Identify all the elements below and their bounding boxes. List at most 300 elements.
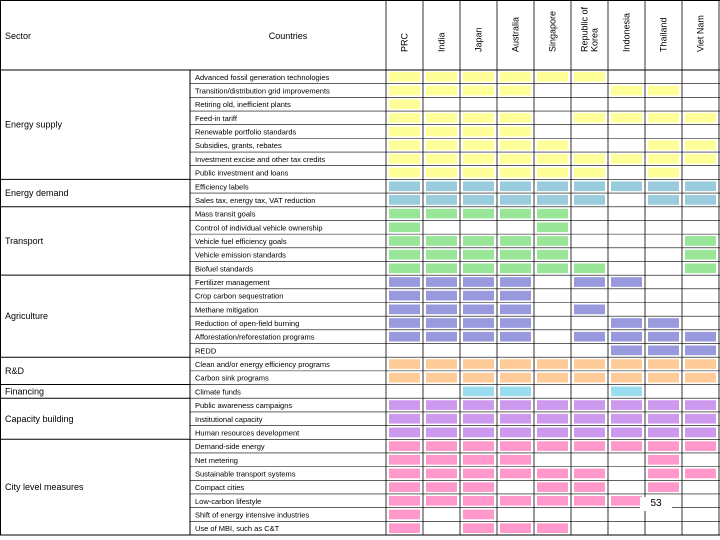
policy-cell [685,469,716,479]
policy-cell [426,428,457,438]
policy-cell [648,154,679,164]
policy-cell [389,455,420,465]
sector-label: Energy demand [5,188,69,199]
policy-cell [426,168,457,178]
policy-cell [463,277,494,287]
policy-cell [537,86,568,96]
policy-cell [389,127,420,137]
policy-cell [463,455,494,465]
measure-label: Biofuel standards [195,264,253,274]
policy-cell [574,181,605,191]
policy-cell [426,373,457,383]
policy-cell [648,250,679,260]
policy-cell [463,291,494,301]
policy-cell [574,359,605,369]
policy-cell [574,373,605,383]
policy-cell [463,99,494,109]
policy-cell [463,236,494,246]
policy-cell [648,291,679,301]
measure-label: Feed-in tariff [195,113,237,123]
sector-label: Transport [5,235,44,246]
policy-cell [426,482,457,492]
policy-cell [685,387,716,397]
policy-cell [611,469,642,479]
policy-cell [574,113,605,123]
policy-cell [648,236,679,246]
policy-cell [389,305,420,315]
policy-cell [389,428,420,438]
measure-label: Retiring old, inefficient plants [195,100,291,110]
policy-cell [685,127,716,137]
policy-cell [685,291,716,301]
policy-cell [685,318,716,328]
policy-cell [426,72,457,82]
policy-cell [685,154,716,164]
policy-cell [648,387,679,397]
policy-cell [574,400,605,410]
policy-cell [537,291,568,301]
policy-cell [500,127,531,137]
policy-cell [648,414,679,424]
measure-label: Investment excise and other tax credits [195,154,326,164]
policy-cell [574,140,605,150]
policy-cell [648,441,679,451]
policy-cell [611,222,642,232]
policy-cell [611,428,642,438]
policy-cell [537,523,568,533]
policy-cell [648,523,679,533]
policy-cell [463,318,494,328]
policy-cell [500,113,531,123]
policy-cell [389,195,420,205]
policy-cell [574,99,605,109]
policy-cell [537,414,568,424]
country-header: Republic of [579,6,590,52]
sector-label: Agriculture [5,311,49,322]
policy-cell [574,86,605,96]
policy-cell [648,359,679,369]
policy-cell [500,181,531,191]
policy-cell [537,195,568,205]
policy-cell [463,496,494,506]
measure-label: Public awareness campaigns [195,401,293,411]
policy-cell [611,113,642,123]
policy-cell [537,400,568,410]
policy-cell [611,387,642,397]
policy-cell [426,236,457,246]
policy-cell [500,263,531,273]
policy-cell [426,113,457,123]
measure-label: Efficiency labels [195,182,249,192]
policy-cell [574,250,605,260]
policy-cell [463,359,494,369]
policy-cell [611,373,642,383]
policy-cell [685,113,716,123]
policy-cell [611,195,642,205]
country-header: Japan [473,27,484,52]
policy-cell [389,496,420,506]
policy-cell [389,346,420,356]
policy-cell [389,400,420,410]
policy-cell [389,209,420,219]
policy-cell [648,428,679,438]
policy-cell [685,168,716,178]
sector-label: Energy supply [5,119,63,130]
policy-cell [537,332,568,342]
policy-cell [463,168,494,178]
measure-label: Transition/distribution grid improvements [195,86,330,96]
policy-cell [426,140,457,150]
policy-cell [611,263,642,273]
policy-cell [500,277,531,287]
policy-cell [648,455,679,465]
policy-cell [611,291,642,301]
policy-cell [648,168,679,178]
policy-cell [574,127,605,137]
policy-cell [537,496,568,506]
policy-cell [463,127,494,137]
policy-cell [463,441,494,451]
policy-cell [463,373,494,383]
policy-cell [611,332,642,342]
policy-cell [426,99,457,109]
policy-cell [574,263,605,273]
policy-cell [500,428,531,438]
country-header: Australia [510,16,521,52]
measure-label: Compact cities [195,483,245,493]
policy-cell [463,263,494,273]
measure-label: Advanced fossil generation technologies [195,72,330,82]
policy-cell [648,113,679,123]
policy-cell [648,400,679,410]
policy-cell [389,140,420,150]
policy-cell [537,127,568,137]
policy-cell [685,209,716,219]
measure-label: Fertilizer management [195,277,270,287]
policy-cell [500,373,531,383]
policy-cell [500,441,531,451]
policy-cell [611,72,642,82]
policy-cell [463,400,494,410]
policy-cell [426,469,457,479]
policy-cell [426,86,457,96]
country-header: Korea [589,27,600,52]
policy-cell [648,469,679,479]
policy-cell [574,455,605,465]
policy-cell [574,195,605,205]
policy-cell [426,291,457,301]
policy-cell [389,113,420,123]
policy-cell [648,99,679,109]
policy-cell [500,154,531,164]
policy-cell [426,346,457,356]
policy-cell [537,510,568,520]
policy-cell [685,523,716,533]
policy-cell [574,236,605,246]
policy-cell [463,222,494,232]
policy-cell [537,99,568,109]
measure-label: Sustainable transport systems [195,469,296,479]
policy-cell [685,305,716,315]
policy-cell [463,86,494,96]
policy-cell [611,510,642,520]
policy-cell [574,441,605,451]
policy-cell [389,469,420,479]
policy-cell [463,482,494,492]
policy-cell [537,222,568,232]
policy-cell [611,346,642,356]
policy-cell [611,127,642,137]
sector-column-header: Sector [5,31,32,41]
policy-cell [389,72,420,82]
policy-cell [537,387,568,397]
policy-cell [574,523,605,533]
policy-cell [500,359,531,369]
policy-cell [685,86,716,96]
policy-cell [426,441,457,451]
policy-cell [611,181,642,191]
policy-cell [389,510,420,520]
policy-cell [463,346,494,356]
policy-cell [648,305,679,315]
policy-cell [648,263,679,273]
policy-cell [500,346,531,356]
policy-cell [537,250,568,260]
policy-cell [426,523,457,533]
policy-cell [537,168,568,178]
policy-cell [574,318,605,328]
policy-cell [537,263,568,273]
policy-cell [574,168,605,178]
policy-cell [389,318,420,328]
policy-cell [389,277,420,287]
policy-cell [426,510,457,520]
measure-label: Climate funds [195,387,241,397]
sector-label: City level measures [5,482,84,493]
policy-cell [685,346,716,356]
policy-cell [426,127,457,137]
policy-cell [574,510,605,520]
measure-label: Use of MBI, such as C&T [195,524,280,534]
policy-cell [537,154,568,164]
policy-cell [537,305,568,315]
policy-cell [389,181,420,191]
policy-cell [426,400,457,410]
measure-label: Low-carbon lifestyle [195,496,262,506]
policy-cell [500,387,531,397]
policy-cell [389,168,420,178]
policy-cell [500,482,531,492]
policy-cell [463,181,494,191]
policy-cell [611,455,642,465]
policy-cell [463,387,494,397]
policy-cell [426,277,457,287]
policy-cell [685,400,716,410]
policy-cell [500,469,531,479]
policy-cell [426,455,457,465]
policy-cell [685,277,716,287]
page-number: 53 [640,497,672,511]
policy-cell [389,332,420,342]
policy-cell [500,250,531,260]
policy-cell [537,428,568,438]
policy-cell [685,263,716,273]
policy-cell [648,127,679,137]
policy-cell [648,318,679,328]
policy-cell [685,455,716,465]
policy-cell [611,140,642,150]
policy-cell [500,236,531,246]
measure-label: Institutional capacity [195,414,263,424]
policy-cell [685,510,716,520]
policy-cell [574,482,605,492]
policy-cell [500,332,531,342]
policy-cell [500,140,531,150]
policy-cell [537,181,568,191]
policy-cell [500,414,531,424]
policy-cell [685,140,716,150]
policy-cell [463,332,494,342]
policy-cell [500,209,531,219]
policy-cell [426,209,457,219]
country-header: Indonesia [621,12,632,52]
policy-cell [500,400,531,410]
policy-cell [611,154,642,164]
sector-label: R&D [5,365,25,376]
policy-cell [389,414,420,424]
policy-cell [611,441,642,451]
policy-cell [537,359,568,369]
measure-label: Human resources development [195,428,300,438]
policy-cell [648,510,679,520]
measure-label: Mass transit goals [195,209,256,219]
policy-cell [389,263,420,273]
policy-cell [574,414,605,424]
policy-cell [537,373,568,383]
measure-label: Subsidies, grants, rebates [195,141,282,151]
policy-cell [611,209,642,219]
policy-cell [648,209,679,219]
policy-cell [463,428,494,438]
policy-cell [537,441,568,451]
policy-cell [648,332,679,342]
policy-cell [611,482,642,492]
policy-cell [500,496,531,506]
policy-cell [685,222,716,232]
countries-column-header: Countries [268,31,308,41]
policy-cell [500,291,531,301]
policy-cell [537,72,568,82]
policy-cell [685,236,716,246]
policy-cell [426,332,457,342]
policy-cell [389,99,420,109]
policy-cell [648,195,679,205]
policy-cell [500,318,531,328]
policy-cell [463,209,494,219]
policy-cell [537,455,568,465]
policy-cell [426,250,457,260]
policy-cell [537,469,568,479]
measure-label: Sales tax, energy tax, VAT reduction [195,195,316,205]
policy-cell [611,236,642,246]
policy-cell [426,263,457,273]
policy-cell [500,86,531,96]
country-header: India [436,32,447,52]
measure-label: Public investment and loans [195,168,289,178]
policy-cell [685,72,716,82]
policy-cell [426,359,457,369]
policy-cell [500,99,531,109]
policy-cell [463,510,494,520]
measure-label: Carbon sink programs [195,373,269,383]
policy-cell [537,346,568,356]
policy-cell [685,482,716,492]
policy-cell [574,305,605,315]
measure-label: Control of individual vehicle ownership [195,223,323,233]
policy-cell [574,332,605,342]
measure-label: REDD [195,346,217,356]
measure-label: Clean and/or energy efficiency programs [195,360,330,370]
policy-cell [463,154,494,164]
measure-label: Afforestation/reforestation programs [195,332,315,342]
policy-cell [611,318,642,328]
measure-label: Vehicle fuel efficiency goals [195,236,287,246]
policy-cell [611,305,642,315]
policy-cell [648,222,679,232]
policy-cell [611,400,642,410]
sector-label: Capacity building [5,413,74,424]
policy-cell [574,387,605,397]
policy-cell [648,482,679,492]
policy-cell [463,72,494,82]
policy-cell [648,373,679,383]
policy-cell [500,455,531,465]
table-header [0,1,720,53]
sector-label: Financing [5,386,45,397]
policy-cell [463,414,494,424]
policy-cell [574,222,605,232]
policy-cell [537,318,568,328]
policy-cell [648,140,679,150]
policy-cell [574,496,605,506]
policy-cell [463,250,494,260]
measure-label: Crop carbon sequestration [195,291,284,301]
policy-cell [389,222,420,232]
policy-cell [574,291,605,301]
policy-cell [389,154,420,164]
policy-cell [426,181,457,191]
policy-cell [648,181,679,191]
policy-cell [389,359,420,369]
policy-cell [426,154,457,164]
measure-label: Demand-side energy [195,442,265,452]
policy-cell [611,359,642,369]
policy-cell [648,86,679,96]
country-header: Viet Nam [695,15,706,52]
policy-cell [611,277,642,287]
policy-cell [574,154,605,164]
policy-cell [500,510,531,520]
policy-cell [500,168,531,178]
policy-cell [574,72,605,82]
policy-cell [426,496,457,506]
policy-cell [500,195,531,205]
policy-cell [648,277,679,287]
policy-cell [463,305,494,315]
policy-cell [611,414,642,424]
policy-cell [685,250,716,260]
policy-cell [685,414,716,424]
